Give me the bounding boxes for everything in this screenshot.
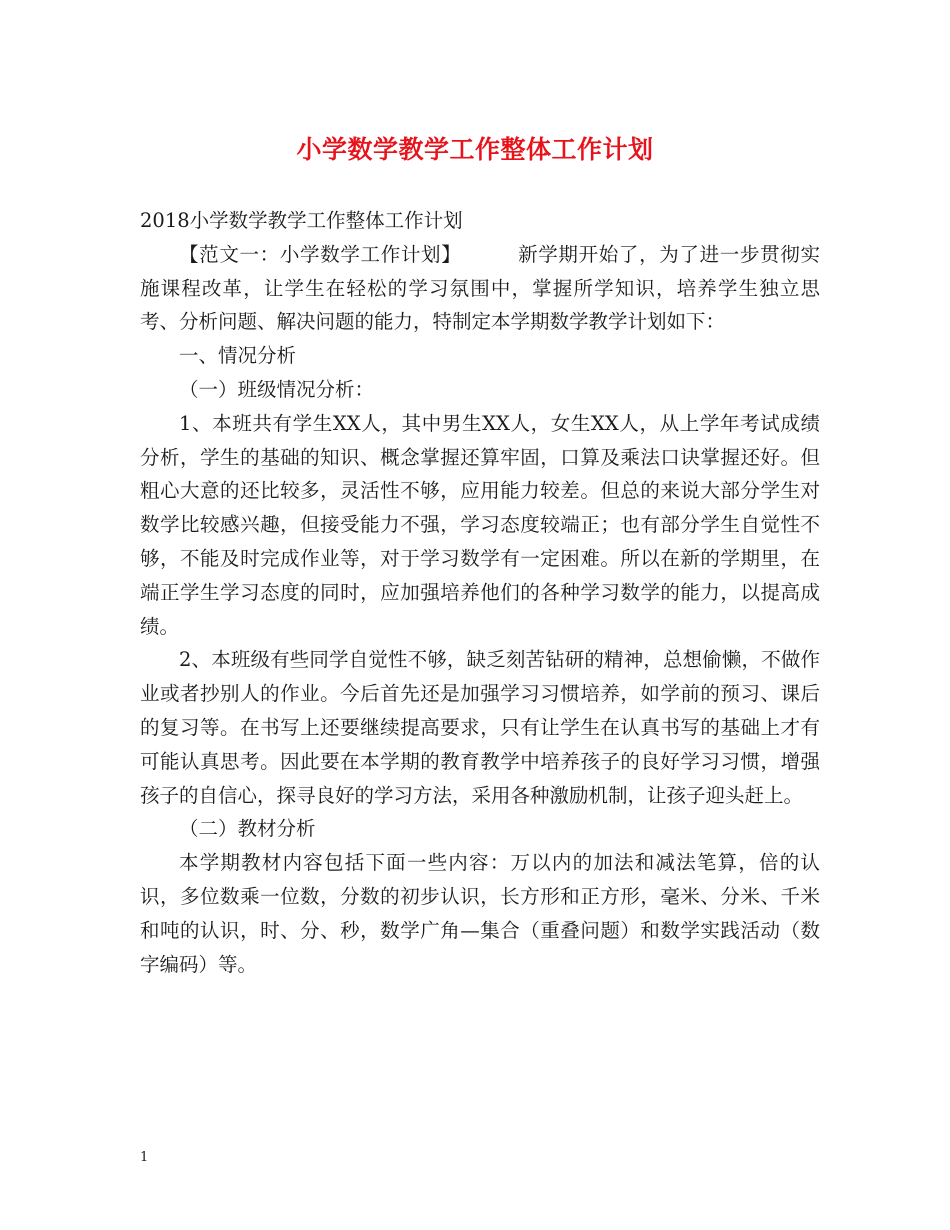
item-paragraph-1: 1、本班共有学生XX人，其中男生XX人，女生XX人，从上学年考试成绩分析，学生的基础的知识、概念掌握还算牢固，口算及乘法口诀掌握还好。但粗心大意的还比较多，灵活性不够，应用能力较差。但总的来说大部分学生对数学比较感兴趣，但接受能力不强，学习态度较端正；也有部分学生自觉性不够，不能及时完成作业等，对于学习数学有一定困难。所以在新的学期里，在端正学生学习态度的同时，应加强培养他们的各种学习数学的能力，以提高成绩。 — [140, 411, 820, 638]
page-number: 1 — [140, 1150, 149, 1165]
intro-paragraph — [140, 238, 820, 339]
intro-text: 新学期开始了，为了进一步贯彻实施课程改革，让学生在轻松的学习氛围中，掌握所学知识，培养学生独立思考、分析问题、解决问题的能力，特制定本学期数学教学计划如下： — [140, 242, 820, 334]
subsection-heading-2: （二）教材分析 — [179, 817, 316, 841]
intro-label: 【范文一：小学数学工作计划】 — [179, 242, 462, 266]
item-paragraph-2: 2、本班级有些同学自觉性不够，缺乏刻苦钻研的精神，总想偷懒，不做作业或者抄别人的作业。今后首先还是加强学习习惯培养，如学前的预习、课后的复习等。在书写上还要继续提高要求，只有让学生在认真书写的基础上才有可能认真思考。因此要在本学期的教育教学中培养孩子的良好学习习惯，增强孩子的自信心，探寻良好的学习方法，采用各种激励机制，让孩子迎头赶上。 — [140, 648, 820, 807]
section-heading-1: 一、情况分析 — [179, 344, 297, 368]
document-title: 小学数学教学工作整体工作计划 — [296, 135, 654, 164]
subsection-heading-1: （一）班级情况分析： — [179, 377, 375, 401]
content-paragraph: 本学期教材内容包括下面一些内容：万以内的加法和减法笔算，倍的认识，多位数乘一位数，分数的初步认识，长方形和正方形，毫米、分米、千米和吨的认识，时、分、秒，数学广角—集合（重叠问题）和数学实践活动（数字编码）等。 — [140, 851, 820, 976]
document-subtitle: 2018小学数学教学工作整体工作计划 — [140, 209, 463, 232]
document-body — [140, 204, 820, 981]
